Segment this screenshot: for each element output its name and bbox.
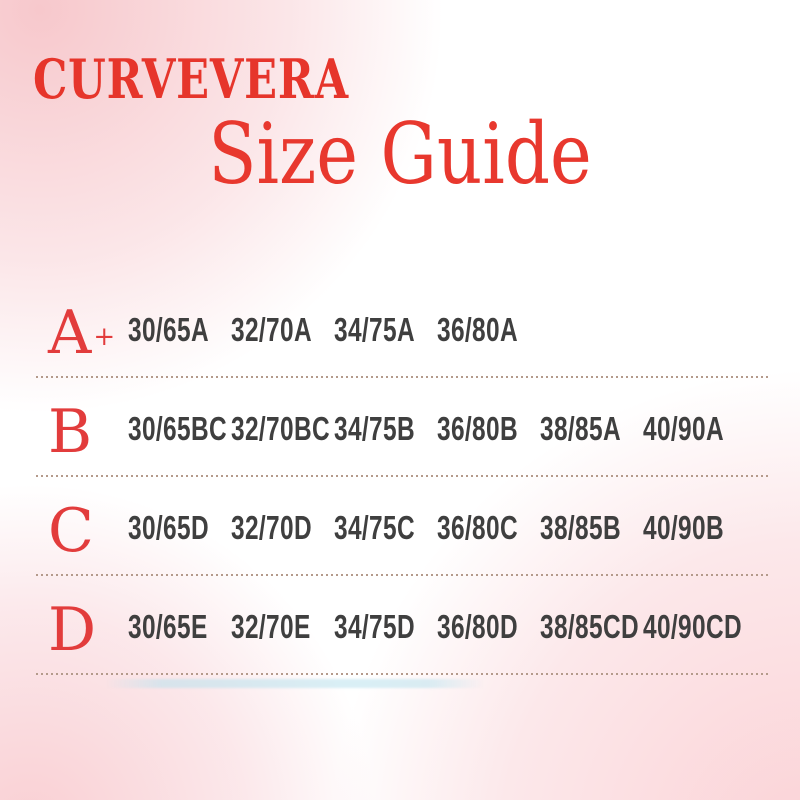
cup-size-label <box>36 392 128 467</box>
size-cell <box>334 311 437 349</box>
size-value: 34/75A <box>334 310 415 348</box>
size-cell <box>334 410 437 448</box>
row-sizes <box>128 406 746 448</box>
cup-letter: C <box>48 495 94 566</box>
size-value: 30/65D <box>128 508 209 546</box>
size-row <box>36 279 771 376</box>
size-value: 40/90A <box>643 409 724 447</box>
dotted-divider <box>36 673 771 675</box>
size-value: 36/80C <box>437 508 518 546</box>
size-value: 36/80A <box>437 310 518 348</box>
size-value: 32/70A <box>231 310 312 348</box>
size-value: 32/70BC <box>231 409 330 447</box>
cup-letter: B <box>48 396 93 467</box>
size-row <box>36 477 771 574</box>
size-value: 34/75C <box>334 508 415 546</box>
size-cell <box>334 509 437 547</box>
size-value: 38/85CD <box>540 607 639 645</box>
size-cell <box>334 608 437 646</box>
size-cell <box>437 509 540 547</box>
size-cell <box>437 410 540 448</box>
row-sizes <box>128 505 746 547</box>
size-value: 30/65A <box>128 310 209 348</box>
page-title: Size Guide <box>208 105 592 203</box>
size-value: 32/70E <box>231 607 311 645</box>
size-value: 36/80D <box>437 607 518 645</box>
cup-size-label <box>36 590 128 665</box>
size-cell <box>540 509 643 547</box>
row-sizes <box>128 307 540 349</box>
size-value: 38/85B <box>540 508 621 546</box>
size-value: 34/75D <box>334 607 415 645</box>
size-table <box>36 279 771 675</box>
faint-blue-band <box>105 679 485 688</box>
size-cell <box>437 608 540 646</box>
cup-letter: A <box>48 297 92 368</box>
cup-suffix: + <box>93 321 116 352</box>
size-cell <box>128 608 231 646</box>
brand-logo: CURVEVERA <box>33 47 349 111</box>
size-cell <box>643 608 746 646</box>
size-value: 34/75B <box>334 409 415 447</box>
cup-letter: D <box>48 594 97 665</box>
size-cell <box>128 311 231 349</box>
size-value: 30/65E <box>128 607 208 645</box>
size-value: 38/85A <box>540 409 621 447</box>
size-row <box>36 576 771 673</box>
size-cell <box>231 608 334 646</box>
size-value: 40/90CD <box>643 607 742 645</box>
size-value: 40/90B <box>643 508 724 546</box>
size-value: 36/80B <box>437 409 518 447</box>
cup-size-label <box>36 293 128 368</box>
size-cell <box>643 410 746 448</box>
size-row <box>36 378 771 475</box>
size-cell <box>540 608 643 646</box>
size-value: 30/65BC <box>128 409 227 447</box>
size-cell <box>643 509 746 547</box>
size-cell <box>540 410 643 448</box>
size-cell <box>231 509 334 547</box>
size-value: 32/70D <box>231 508 312 546</box>
size-cell <box>231 311 334 349</box>
size-cell <box>128 509 231 547</box>
size-cell <box>128 410 231 448</box>
size-cell <box>231 410 334 448</box>
cup-size-label <box>36 491 128 566</box>
size-cell <box>437 311 540 349</box>
row-sizes <box>128 604 746 646</box>
